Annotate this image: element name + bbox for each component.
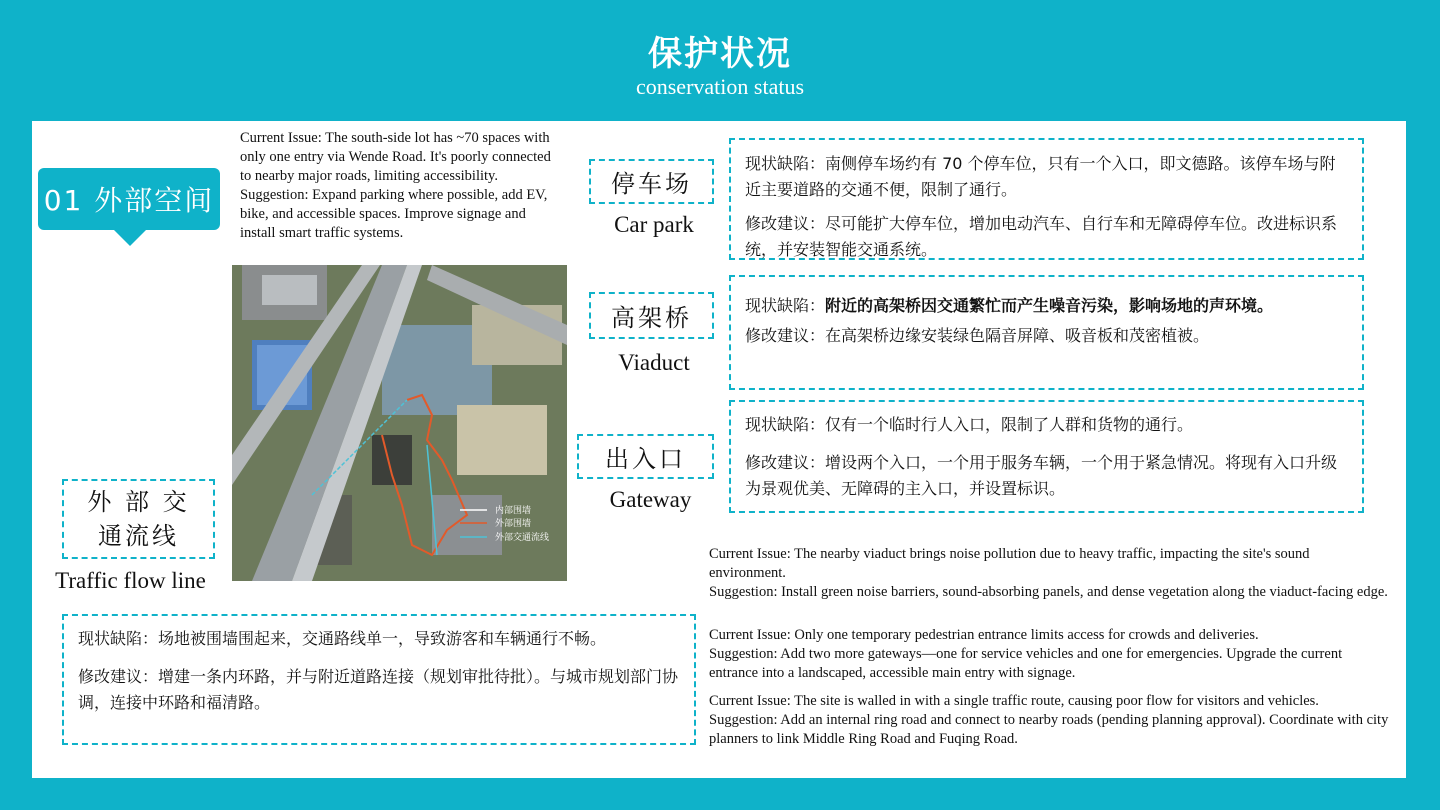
map-graphic xyxy=(232,265,567,581)
traffic-label-line2: 通流线 xyxy=(98,522,179,550)
viaduct-box xyxy=(729,275,1364,390)
viaduct-issue-prefix: 现状缺陷： xyxy=(745,296,826,315)
gateway-suggestion: 修改建议：增设两个入口，一个用于服务车辆，一个用于紧急情况。将现有入口升级为景观优美、无障碍的主入口，并设置标识。 xyxy=(745,453,1338,498)
viaduct-issue-body: 附近的高架桥因交通繁忙而产生噪音污染，影响场地的声环境。 xyxy=(825,296,1274,315)
viaduct-label-box: 高架桥 xyxy=(589,292,714,339)
intro-note-en xyxy=(240,129,562,243)
intro-issue: Current Issue: The south-side lot has ~70 spaces with only one entry via Wende Road. It's poorly connected to nearby major roads, limiting accessibility. xyxy=(240,130,551,184)
page-subtitle: conservation status xyxy=(635,74,805,99)
car-park-label-box: 停车场 xyxy=(589,159,714,204)
traffic-issue: 现状缺陷：场地被围墙围起来，交通路线单一，导致游客和车辆通行不畅。 xyxy=(78,629,607,648)
traffic-label-box xyxy=(62,479,215,559)
gateway-box xyxy=(729,400,1364,513)
map-legend-traffic-line: 外部交通流线 xyxy=(495,533,550,543)
viaduct-note-issue: Current Issue: The nearby viaduct brings noise pollution due to heavy traffic, impacting the site's sound environment. xyxy=(709,546,1310,581)
traffic-note-issue: Current Issue: The site is walled in with a single traffic route, causing poor flow for visitors and vehicles. xyxy=(709,693,1319,709)
page-title: 保护状况 xyxy=(648,34,792,74)
gateway-note-en xyxy=(709,626,1389,683)
intro-suggestion: Suggestion: Expand parking where possible, add EV, bike, and accessible spaces. Improve signage and install smart traffic systems. xyxy=(240,187,548,241)
gateway-issue: 现状缺陷：仅有一个临时行人入口，限制了人群和货物的通行。 xyxy=(745,415,1194,434)
viaduct-note-en xyxy=(709,545,1389,602)
traffic-label-line1: 外 部 交 xyxy=(87,488,190,516)
viaduct-suggestion: 修改建议：在高架桥边缘安装绿色隔音屏障、吸音板和茂密植被。 xyxy=(745,326,1210,345)
car-park-box xyxy=(729,138,1364,260)
viaduct-note-suggestion: Suggestion: Install green noise barriers, sound-absorbing panels, and dense vegetation along the viaduct-facing edge. xyxy=(709,584,1388,600)
traffic-note-suggestion: Suggestion: Add an internal ring road and connect to nearby roads (pending planning approval). Coordinate with city planners to link Middle Ring Road and Fuqing Road. xyxy=(709,712,1389,747)
viaduct-issue xyxy=(745,293,1348,319)
gateway-note-issue: Current Issue: Only one temporary pedestrian entrance limits access for crowds and deliveries. xyxy=(709,627,1259,643)
car-park-label-en: Car park xyxy=(614,212,694,237)
traffic-note-en xyxy=(709,692,1399,749)
car-park-suggestion: 修改建议：尽可能扩大停车位，增加电动汽车、自行车和无障碍停车位。改进标识系统，并安装智能交通系统。 xyxy=(745,214,1338,259)
gateway-label-box: 出入口 xyxy=(577,434,714,479)
section-tag: 01 外部空间 xyxy=(38,168,220,230)
map-legend-outer-wall: 外部围墙 xyxy=(495,519,532,529)
map-legend-inner-wall: 内部围墙 xyxy=(495,506,532,516)
traffic-box xyxy=(62,614,696,745)
gateway-note-suggestion: Suggestion: Add two more gateways—one for service vehicles and one for emergencies. Upgrade the current entrance into a landscaped, accessible main entry with signage. xyxy=(709,646,1343,681)
car-park-issue: 现状缺陷：南侧停车场约有 70 个停车位，只有一个入口，即文德路。该停车场与附近主要道路的交通不便，限制了通行。 xyxy=(745,154,1336,199)
gateway-label-en: Gateway xyxy=(609,487,692,512)
satellite-map xyxy=(232,265,567,581)
viaduct-label-en: Viaduct xyxy=(618,350,690,375)
traffic-label-en: Traffic flow line xyxy=(55,568,206,593)
traffic-suggestion: 修改建议：增建一条内环路，并与附近道路连接（规划审批待批）。与城市规划部门协调，连接中环路和福清路。 xyxy=(78,667,679,712)
